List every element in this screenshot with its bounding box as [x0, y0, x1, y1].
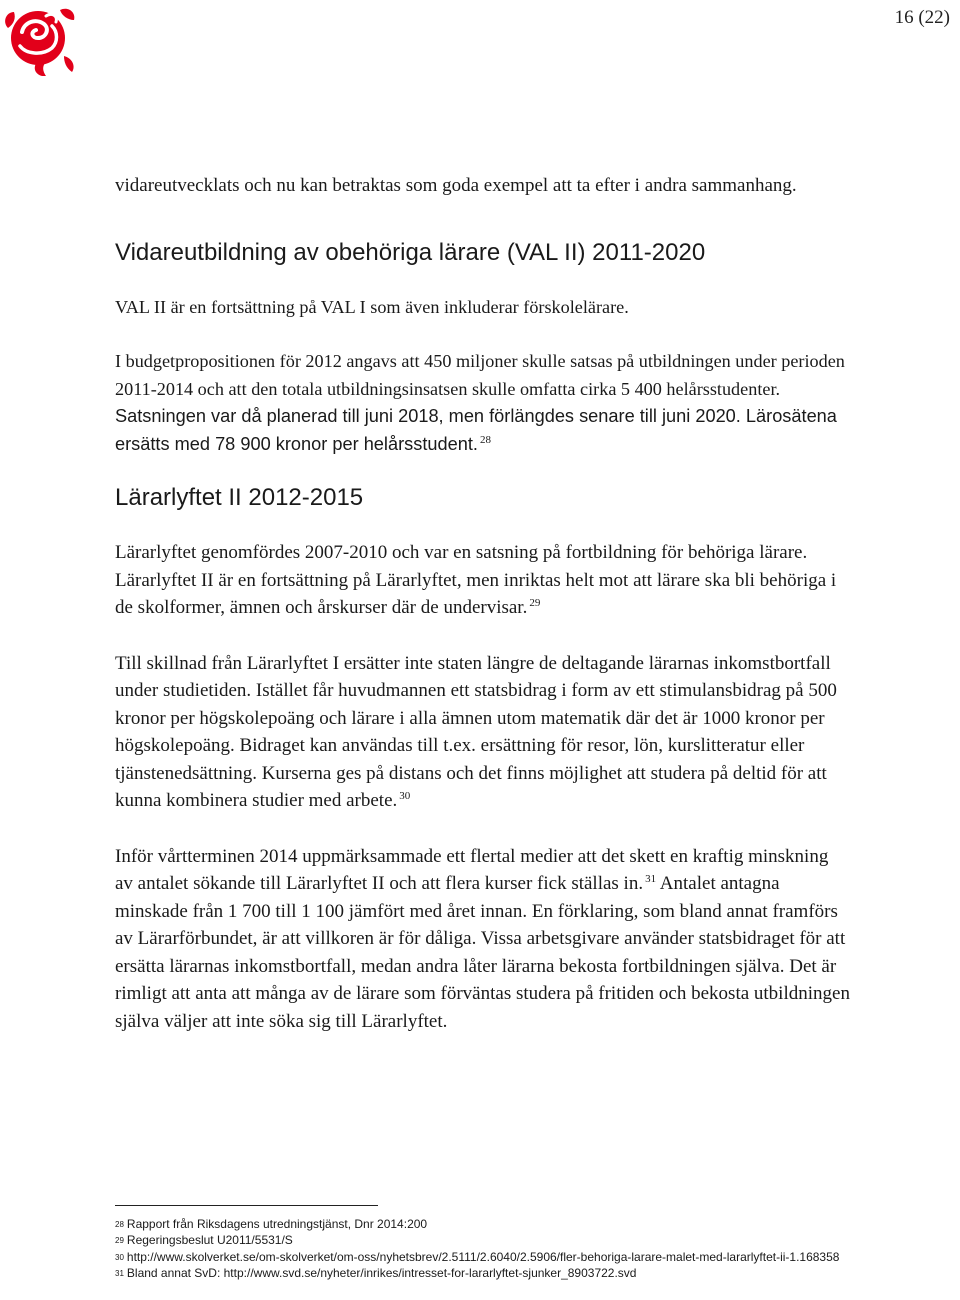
intro-paragraph: vidareutvecklats och nu kan betraktas som goda exempel att ta efter i andra sammanhang.: [115, 175, 797, 196]
footnote-28: [115, 1216, 850, 1232]
val-paragraph-2-serif: I budgetpropositionen för 2012 angavs att 450 miljoner skulle satsas på utbildningen under perioden 2011-2014 och att den totala utbildningsinsatsen skulle omfatta cirka 5 400 helårsstudenter.: [115, 351, 845, 399]
footnote-number: 28: [115, 1220, 124, 1229]
footnote-ref-31[interactable]: 31: [645, 873, 657, 885]
footnote-31: [115, 1265, 850, 1281]
footnote-30: [115, 1249, 850, 1265]
footnote-divider: [115, 1205, 378, 1206]
heading-val-ii: Vidareutbildning av obehöriga lärare (VAL II) 2011-2020: [115, 238, 706, 266]
ll-p1-part2: Lärarlyftet II är en fortsättning på Lärarlyftet, men inriktas helt mot att lärare ska bli behöriga i de skolformer, ämnen och årskurser där de undervisar.: [115, 569, 837, 618]
footnote-ref-30[interactable]: 30: [399, 790, 411, 802]
footnote-number: 30: [115, 1252, 124, 1262]
footnote-link[interactable]: http://www.skolverket.se/om-skolverket/om-oss/nyhetsbrev/2.5111/2.6040/2.5906/fler-behoriga-larare-malet-med-lararlyftet-ii-1.168358: [126, 1249, 840, 1264]
ll-p3-part2: Antalet antagna minskade från 1 700 till 1 100 jämfört med året innan. En förklaring, som bland annat framförs av Lärarförbundet, är att villkoren är för dåliga. Vissa arbetsgivare använder statsbidraget för att ersätta lärarnas inkomstbortfall, medan andra låter lärarna bekosta fortbildningen själva. Det är rimligt att anta att många av de lärare som förväntas studera på fritiden och bekosta utbildningen själva väljer att inte söka sig till Lärarlyftet.: [115, 873, 850, 1032]
footnote-link[interactable]: Bland annat SvD: http://www.svd.se/nyheter/inrikes/intresset-for-lararlyftet-sjunker_8903722.svd: [126, 1265, 637, 1280]
footnote-ref-29[interactable]: 29: [529, 597, 541, 609]
footnote-text: Rapport från Riksdagens utredningstjänst, Dnr 2014:200: [126, 1217, 428, 1231]
lararlyftet-paragraph-2: [115, 650, 850, 815]
footnote-text: Regeringsbeslut U2011/5531/S: [126, 1233, 293, 1248]
lararlyftet-paragraph-1: [115, 539, 850, 622]
document-body: [115, 172, 850, 1035]
party-rose-logo: [2, 2, 80, 80]
val-paragraph-2: [115, 348, 850, 458]
ll-p1-part1: Lärarlyftet genomfördes 2007-2010 och var en satsning på fortbildning för behöriga lärare.: [115, 542, 808, 563]
val-paragraph-2-sans: Satsningen var då planerad till juni 2018, men förlängdes senare till juni 2020. Lärosätena ersätts med 78 900 kronor per helårsstudent.: [115, 406, 837, 454]
ll-p2-part2: Istället får huvudmannen ett statsbidrag i form av ett stimulansbidrag på 500 kronor per högskolepoäng och lärare i alla ämnen utom matematik där det är 1000 kronor per högskolepoäng. Bidraget kan användas till t.ex. ersättning för resor, lön, kurslitteratur eller tjänstenedsättning. Kurserna ges på distans och det finns möjlighet att studera på deltid för att kunna kombinera studier med arbete.: [115, 680, 837, 811]
val-paragraph-1: VAL II är en fortsättning på VAL I som även inkluderar förskolelärare.: [115, 296, 629, 317]
heading-lararlyftet-ii: Lärarlyftet II 2012-2015: [115, 484, 364, 511]
page-number: 16 (22): [894, 7, 950, 28]
ll-p3-part1: Inför vårtterminen 2014 uppmärksammade ett flertal medier att det skett en kraftig minskning av antalet sökande till Lärarlyftet II och att flera kurser fick ställas in.: [115, 845, 829, 894]
footnote-number: 31: [115, 1268, 124, 1278]
footnote-ref-28[interactable]: 28: [479, 433, 491, 446]
footnote-29: [115, 1232, 850, 1248]
footnotes: [115, 1216, 850, 1281]
footnote-number: 29: [115, 1236, 124, 1246]
lararlyftet-paragraph-3: [115, 843, 850, 1036]
ll-p2-part1: Till skillnad från Lärarlyftet I ersätter inte staten längre de deltagande lärarnas inkomstbortfall under studietiden.: [115, 652, 831, 701]
